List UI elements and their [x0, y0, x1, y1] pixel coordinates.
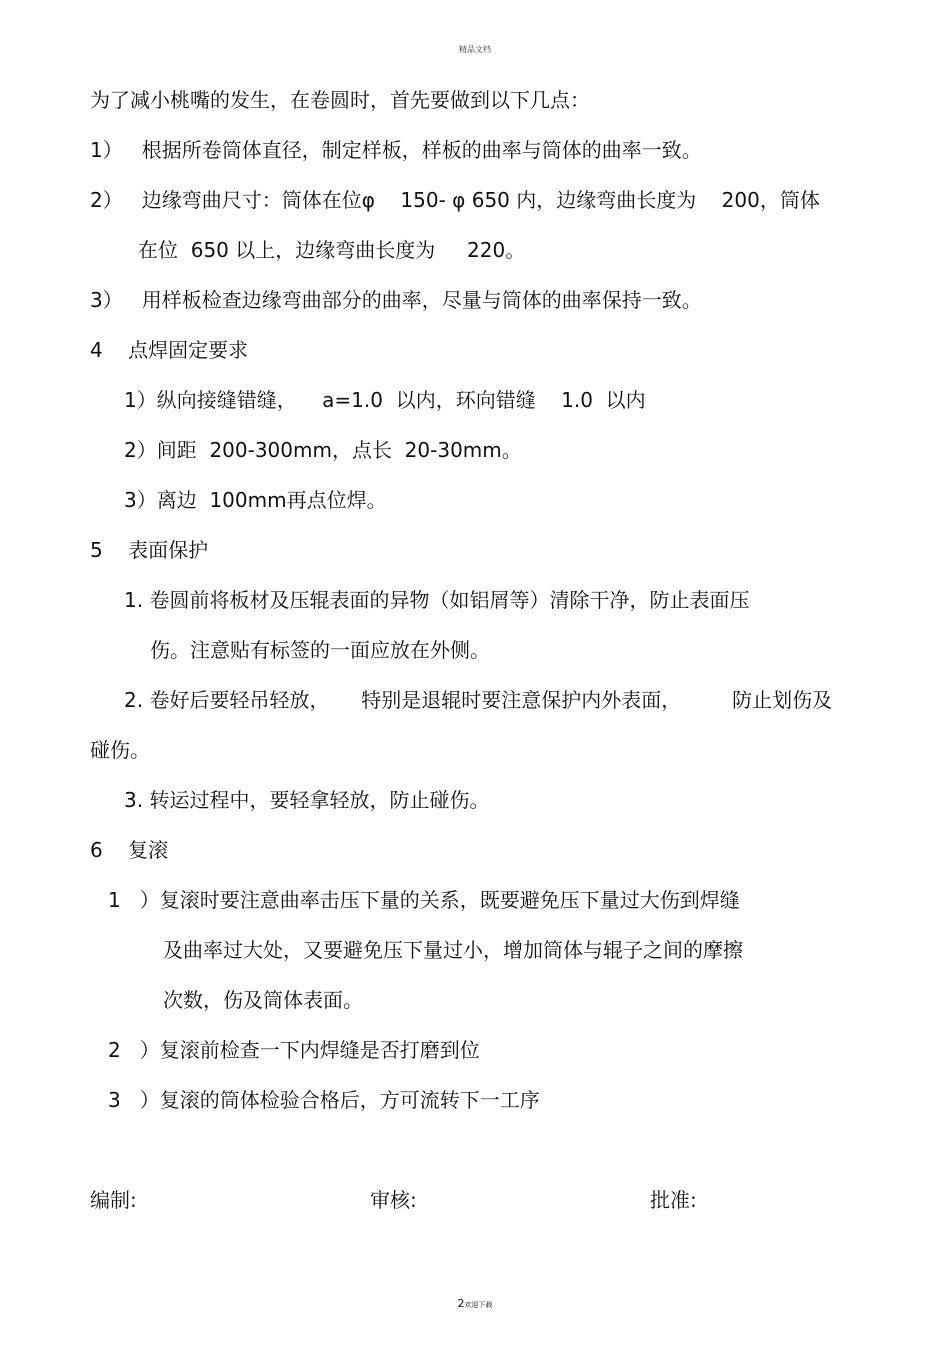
section-6-heading: 6 复滚: [90, 838, 169, 862]
section-6-item-1-cont-b: 次数，伤及筒体表面。: [163, 988, 363, 1012]
point-2: 2） 边缘弯曲尺寸：筒体在位φ 150- φ 650 内，边缘弯曲长度为 200，筒体: [90, 188, 820, 212]
section-4-item-2: 2）间距 200-300mm，点长 20-30mm。: [124, 438, 522, 462]
edit-label: 编制:: [90, 1188, 137, 1212]
page-number: 2: [457, 1297, 465, 1310]
page-header: 精品文档: [459, 45, 491, 54]
review-label: 审核:: [370, 1188, 417, 1212]
point-2-cont: 在位 650 以上，边缘弯曲长度为 220。: [138, 238, 526, 262]
section-6-item-1-cont-a: 及曲率过大处，又要避免压下量过小，增加筒体与辊子之间的摩擦: [163, 938, 743, 962]
section-5-item-2-cont: 碰伤。: [90, 738, 150, 762]
section-5-heading: 5 表面保护: [90, 538, 209, 562]
page-footer: [0, 1296, 950, 1311]
section-6-item-3: 3 ）复滚的筒体检验合格后，方可流转下一工序: [108, 1088, 540, 1112]
section-5-item-2: 2. 卷好后要轻吊轻放， 特别是退辊时要注意保护内外表面， 防止划伤及: [124, 688, 833, 712]
point-1: 1） 根据所卷筒体直径，制定样板，样板的曲率与筒体的曲率一致。: [90, 138, 702, 162]
section-4-item-1: 1）纵向接缝错缝， a=1.0 以内，环向错缝 1.0 以内: [124, 388, 646, 412]
section-5-item-1: 1. 卷圆前将板材及压辊表面的异物（如铝屑等）清除干净，防止表面压: [124, 588, 750, 612]
approve-label: 批准:: [650, 1188, 697, 1212]
footer-text: 欢迎下载: [464, 1301, 493, 1309]
point-3: 3） 用样板检查边缘弯曲部分的曲率，尽量与筒体的曲率保持一致。: [90, 288, 702, 312]
section-5-item-1-cont: 伤。注意贴有标签的一面应放在外侧。: [150, 638, 490, 662]
section-4-item-3: 3）离边 100mm再点位焊。: [124, 488, 387, 512]
intro-line: 为了减小桃嘴的发生，在卷圆时，首先要做到以下几点：: [90, 88, 590, 112]
section-5-item-3: 3. 转运过程中，要轻拿轻放，防止碰伤。: [124, 788, 490, 812]
section-6-item-1: 1 ）复滚时要注意曲率击压下量的关系，既要避免压下量过大伤到焊缝: [108, 888, 740, 912]
section-4-heading: 4 点焊固定要求: [90, 338, 249, 362]
section-6-item-2: 2 ）复滚前检查一下内焊缝是否打磨到位: [108, 1038, 480, 1062]
